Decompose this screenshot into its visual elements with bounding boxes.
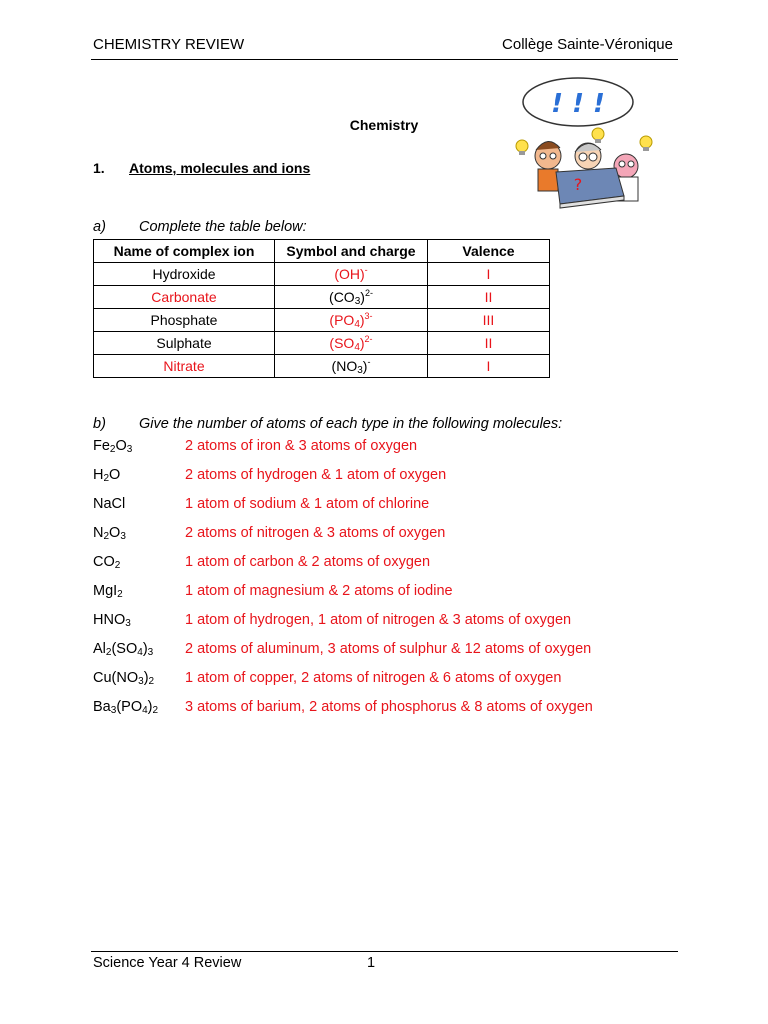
ion-symbol-symbol-after: ): [359, 312, 365, 328]
formula-text: NaCl: [93, 496, 126, 512]
ion-symbol-cell: [275, 355, 428, 378]
table-header-symbol: Symbol and charge: [275, 240, 428, 263]
formula-text: O: [115, 438, 127, 454]
section-title: Atoms, molecules and ions: [129, 160, 311, 176]
section-number: 1.: [93, 160, 105, 176]
molecule-formula: [93, 699, 185, 715]
page-number: 1: [367, 955, 376, 971]
formula-subscript: 3: [126, 444, 133, 455]
ion-symbol-symbol-base: (CO: [329, 289, 355, 305]
molecule-answer: 3 atoms of barium, 2 atoms of phosphorus & 8 atoms of oxygen: [185, 699, 593, 715]
formula-text: Cu(NO: [93, 670, 139, 686]
question-a-text: Complete the table below:: [139, 219, 307, 235]
formula-subscript: 2: [148, 676, 155, 687]
formula-text: (PO: [116, 699, 143, 715]
table-row: [94, 355, 550, 378]
ion-symbol-charge: -: [367, 357, 371, 367]
lightbulb-left-icon: [516, 140, 528, 155]
formula-text: ): [142, 641, 148, 657]
formula-text: N: [93, 525, 104, 541]
formula-subscript: 3: [138, 676, 144, 687]
formula-subscript: 4: [137, 647, 143, 658]
molecule-answer: 1 atom of magnesium & 2 atoms of iodine: [185, 583, 453, 599]
molecule-formula: [93, 554, 185, 570]
molecule-answer: 2 atoms of iron & 3 atoms of oxygen: [185, 438, 418, 454]
header-left: CHEMISTRY REVIEW: [93, 36, 245, 53]
formula-text: H: [93, 467, 104, 483]
molecule-answer: 1 atom of copper, 2 atoms of nitrogen & 6 atoms of oxygen: [185, 670, 562, 686]
ion-symbol-symbol-base: (PO: [329, 312, 355, 328]
molecule-answer: 2 atoms of hydrogen & 1 atom of oxygen: [185, 467, 447, 483]
formula-text: Al: [93, 641, 106, 657]
molecule-formula: [93, 670, 185, 686]
header-rule: [91, 59, 678, 60]
question-mark: ?: [573, 175, 583, 194]
question-b-label: b): [93, 416, 106, 432]
molecule-formula: [93, 612, 185, 628]
ion-name-cell: Hydroxide: [94, 263, 275, 286]
formula-subscript: 2: [103, 531, 110, 542]
formula-subscript: 3: [120, 531, 126, 542]
formula-subscript: 2: [103, 473, 110, 484]
ion-symbol-symbol-sub: 3: [357, 365, 363, 376]
ion-valence-cell: III: [428, 309, 550, 332]
formula-text: Fe: [93, 438, 110, 454]
ion-symbol-charge: 2-: [364, 334, 373, 344]
molecule-answer: 2 atoms of nitrogen & 3 atoms of oxygen: [185, 525, 446, 541]
ion-symbol-symbol-sub: 4: [354, 319, 360, 330]
ion-symbol-symbol-sub: 3: [354, 296, 361, 307]
footer-rule: [91, 951, 678, 952]
formula-text: ): [147, 699, 153, 715]
ion-symbol-symbol-base: (NO: [331, 358, 358, 374]
ion-symbol-cell: [275, 263, 428, 286]
page-title: Chemistry: [349, 117, 419, 133]
ion-valence-cell: I: [428, 355, 550, 378]
formula-subscript: 2: [117, 589, 123, 600]
ion-symbol-charge: -: [364, 265, 368, 275]
scientist-middle-icon: [575, 143, 601, 169]
formula-subscript: 2: [105, 647, 112, 658]
formula-text: MgI: [93, 583, 118, 599]
book-icon: [556, 168, 624, 208]
formula-text: O: [109, 525, 121, 541]
formula-text: O: [109, 467, 121, 483]
table-row: [94, 309, 550, 332]
formula-text: CO: [93, 554, 115, 570]
formula-subscript: 4: [142, 705, 148, 716]
molecule-formula: [93, 583, 185, 599]
formula-text: ): [143, 670, 149, 686]
table-header-valence: Valence: [428, 240, 550, 263]
molecule-answer: 1 atom of sodium & 1 atom of chlorine: [185, 496, 430, 512]
ion-name-cell: Phosphate: [94, 309, 275, 332]
ion-symbol-symbol-base: (SO: [329, 335, 355, 351]
question-a-label: a): [93, 219, 106, 235]
lightbulb-right-icon: [640, 136, 652, 151]
ion-symbol-symbol-base: (OH): [334, 266, 365, 282]
ion-symbol-symbol-after: ): [359, 335, 365, 351]
ion-symbol-cell: [275, 309, 428, 332]
molecule-formula: [93, 438, 185, 454]
question-b-text: Give the number of atoms of each type in the following molecules:: [139, 416, 563, 432]
ion-valence-cell: II: [428, 332, 550, 355]
exclaim-text: ! ! !: [551, 89, 605, 119]
molecule-formula: [93, 467, 185, 483]
formula-subscript: 3: [125, 618, 131, 629]
ion-symbol-cell: [275, 286, 428, 309]
ion-valence-cell: I: [428, 263, 550, 286]
formula-subscript: 2: [152, 705, 159, 716]
ion-valence-cell: II: [428, 286, 550, 309]
table-header-name: Name of complex ion: [94, 240, 275, 263]
formula-text: HNO: [93, 612, 126, 628]
molecule-formula: [93, 525, 185, 541]
molecule-formula: [93, 496, 185, 512]
table-row: [94, 332, 550, 355]
footer-left: Science Year 4 Review: [93, 955, 242, 971]
header-right: Collège Sainte-Véronique: [502, 36, 673, 53]
ion-name-cell: Carbonate: [94, 286, 275, 309]
table-header-row: [94, 240, 550, 263]
formula-text: Ba: [93, 699, 111, 715]
ion-symbol-cell: [275, 332, 428, 355]
complex-ion-table: [93, 239, 550, 378]
formula-subscript: 3: [110, 705, 117, 716]
table-row: [94, 263, 550, 286]
molecule-answer: 1 atom of hydrogen, 1 atom of nitrogen & 3 atoms of oxygen: [185, 612, 572, 628]
ion-symbol-charge: 3-: [364, 311, 373, 321]
molecule-answer: 2 atoms of aluminum, 3 atoms of sulphur & 12 atoms of oxygen: [185, 641, 592, 657]
ion-symbol-charge: 2-: [364, 288, 373, 298]
ion-symbol-symbol-after: ): [360, 289, 365, 305]
formula-subscript: 3: [147, 647, 154, 658]
scientists-illustration: [512, 76, 658, 212]
ion-name-cell: Sulphate: [94, 332, 275, 355]
molecule-formula: [93, 641, 185, 657]
formula-subscript: 2: [114, 560, 121, 571]
ion-symbol-symbol-after: ): [362, 358, 368, 374]
formula-subscript: 2: [109, 444, 116, 455]
molecule-answer: 1 atom of carbon & 2 atoms of oxygen: [185, 554, 431, 570]
formula-text: (SO: [111, 641, 138, 657]
table-row: [94, 286, 550, 309]
ion-name-cell: Nitrate: [94, 355, 275, 378]
ion-symbol-symbol-sub: 4: [354, 342, 360, 353]
